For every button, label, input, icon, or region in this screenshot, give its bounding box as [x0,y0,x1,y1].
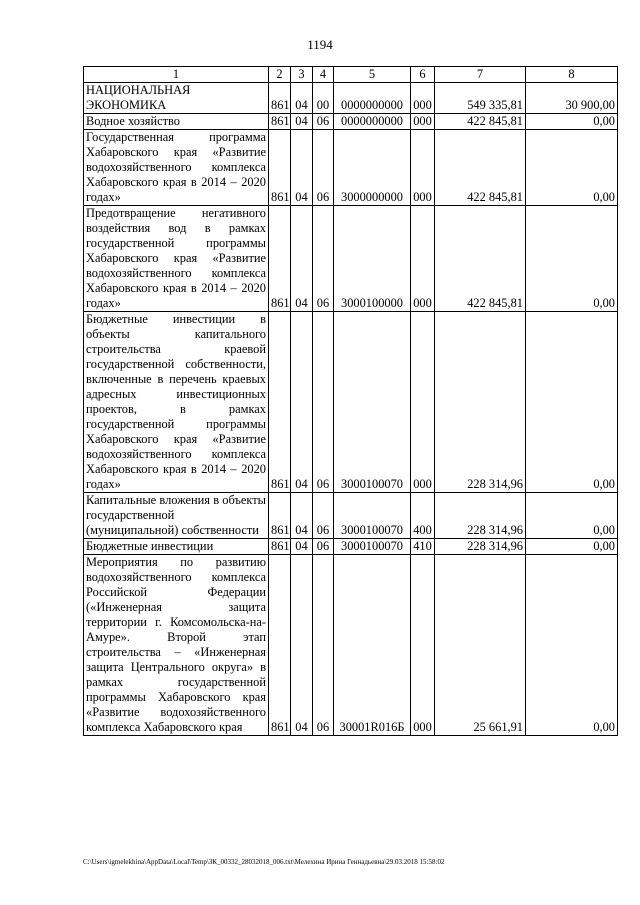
table-row [84,114,618,130]
row-col-8: 0,00 [526,130,618,206]
row-col-7: 422 845,81 [435,130,526,206]
row-col-3: 04 [291,539,313,555]
row-col-4: 06 [313,555,334,736]
table-row [84,493,618,539]
row-col-7: 422 845,81 [435,114,526,130]
row-col-2: 861 [269,493,291,539]
row-col-7: 228 314,96 [435,312,526,493]
row-name: Бюджетные инвестиции в объекты капитального строительства краевой государственной собственности, включенные в перечень краевых адресных инвестиционных проектов, в рамках государственной программы Хабаровского края «Развитие водохозяйственного комплекса Хабаровского края в 2014 – 2020 годах» [84,312,269,493]
row-col-5: 0000000000 [334,114,411,130]
header-cell-7: 7 [435,67,526,83]
row-col-3: 04 [291,493,313,539]
row-col-5: 3000100070 [334,539,411,555]
row-col-4: 00 [313,83,334,114]
header-cell-1: 1 [84,67,269,83]
row-col-2: 861 [269,539,291,555]
row-col-2: 861 [269,312,291,493]
row-col-5: 3000100070 [334,493,411,539]
row-col-3: 04 [291,555,313,736]
row-col-3: 04 [291,114,313,130]
table-row [84,206,618,312]
row-col-8: 0,00 [526,114,618,130]
row-col-5: 3000100070 [334,312,411,493]
row-col-3: 04 [291,312,313,493]
row-col-7: 549 335,81 [435,83,526,114]
header-cell-5: 5 [334,67,411,83]
row-col-5: 3000100000 [334,206,411,312]
header-cell-3: 3 [291,67,313,83]
row-col-6: 410 [411,539,435,555]
row-col-5: 3000000000 [334,130,411,206]
row-col-6: 000 [411,312,435,493]
row-col-3: 04 [291,206,313,312]
row-col-2: 861 [269,206,291,312]
row-col-4: 06 [313,312,334,493]
row-col-2: 861 [269,114,291,130]
table-row [84,83,618,114]
header-cell-8: 8 [526,67,618,83]
row-col-3: 04 [291,130,313,206]
row-col-6: 000 [411,206,435,312]
header-cell-2: 2 [269,67,291,83]
table-row [84,539,618,555]
row-col-6: 400 [411,493,435,539]
row-col-4: 06 [313,206,334,312]
row-col-7: 228 314,96 [435,539,526,555]
row-col-5: 0000000000 [334,83,411,114]
row-col-2: 861 [269,130,291,206]
page-number: 1194 [307,37,333,52]
row-col-2: 861 [269,555,291,736]
row-name: Государственная программа Хабаровского края «Развитие водохозяйственного комплекса Хабаровского края в 2014 – 2020 годах» [84,130,269,206]
row-col-7: 422 845,81 [435,206,526,312]
row-col-3: 04 [291,83,313,114]
row-col-8: 0,00 [526,539,618,555]
row-col-4: 06 [313,539,334,555]
table-row [84,312,618,493]
row-col-7: 25 661,91 [435,555,526,736]
row-col-8: 0,00 [526,555,618,736]
table-row [84,555,618,736]
row-col-6: 000 [411,83,435,114]
budget-table [83,66,618,736]
row-name: Водное хозяйство [84,114,269,130]
row-col-2: 861 [269,83,291,114]
row-name: Мероприятия по развитию водохозяйственного комплекса Российской Федерации («Инженерная защита территории г. Комсомольска-на-Амуре». Второй этап строительства – «Инженерная защита Центрального округа» в рамках государственной программы Хабаровского края «Развитие водохозяйственного комплекса Хабаровского края [84,555,269,736]
row-col-8: 0,00 [526,312,618,493]
row-col-8: 0,00 [526,493,618,539]
row-name: Бюджетные инвестиции [84,539,269,555]
row-col-6: 000 [411,555,435,736]
header-cell-6: 6 [411,67,435,83]
row-col-4: 06 [313,130,334,206]
row-col-5: 30001R016Б [334,555,411,736]
row-name: Капитальные вложения в объекты государственной (муниципальной) собственности [84,493,269,539]
row-col-4: 06 [313,114,334,130]
row-name: Предотвращение негативного воздействия вод в рамках государственной программы Хабаровского края «Развитие водохозяйственного комплекса Хабаровского края в 2014 – 2020 годах» [84,206,269,312]
row-col-4: 06 [313,493,334,539]
table-header-row [84,67,618,83]
row-name: НАЦИОНАЛЬНАЯ ЭКОНОМИКА [84,83,269,114]
row-col-7: 228 314,96 [435,493,526,539]
header-cell-4: 4 [313,67,334,83]
row-col-6: 000 [411,114,435,130]
row-col-6: 000 [411,130,435,206]
row-col-8: 30 900,00 [526,83,618,114]
row-col-8: 0,00 [526,206,618,312]
table-row [84,130,618,206]
footer-file-path: C:\Users\igmelekhina\AppData\Local\Temp\ЗК_00332_28032018_006.txt\Мелехина Ирина Геннадьевна\29.03.2018 15:58:02 [83,858,445,866]
